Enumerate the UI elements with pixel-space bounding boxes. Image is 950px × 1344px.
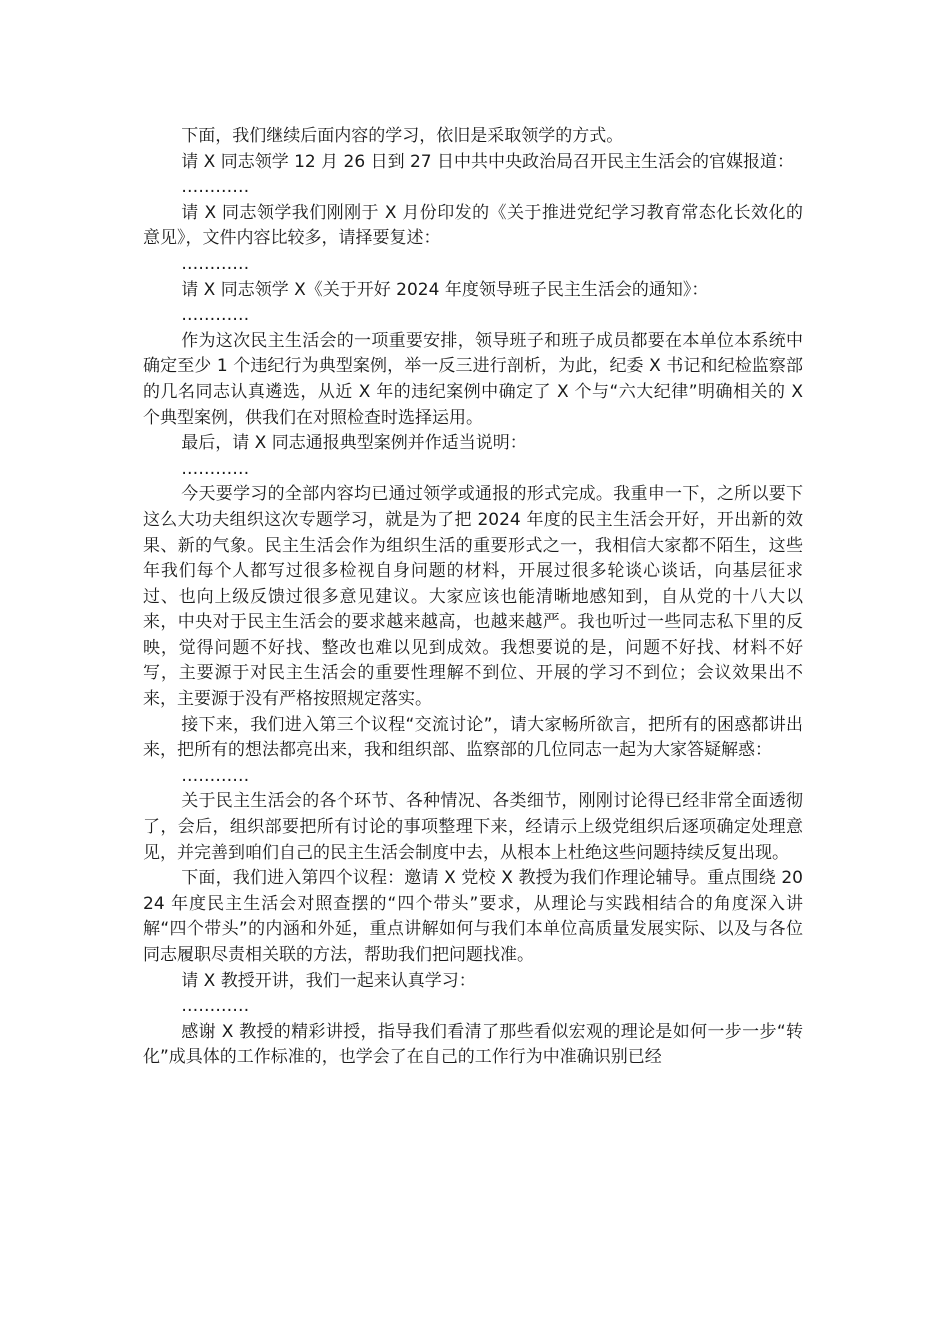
paragraph-notice: 请 X 同志领学 X《关于开好 2024 年度领导班子民主生活会的通知》： xyxy=(181,279,709,300)
ellipsis-3: ………… xyxy=(181,305,250,326)
paragraph-news-report: 请 X 同志领学 12 月 26 日到 27 日中共中央政治局召开民主生活会的官媒报道： xyxy=(181,151,795,172)
paragraph-opinion: 请 X 同志领学我们刚刚于 X 月份印发的《关于推进党纪学习教育常态化长效化的意见》，文件内容比较多，请择要复述： xyxy=(143,202,803,249)
paragraph-cases: 作为这次民主生活会的一项重要安排，领导班子和班子成员都要在本单位本系统中确定至少 1 个违纪行为典型案例，举一反三进行剖析，为此，纪委 X 书记和纪检监察部的几名同志认真遴选，从近 X 年的违纪案例中确定了 X 个与“六大纪律”明确相关的 X 个典型案例，供我们在对照检查时选择运用。 xyxy=(143,330,803,428)
paragraph-followup: 关于民主生活会的各个环节、各种情况、各类细节，刚刚讨论得已经非常全面透彻了，会后，组织部要把所有讨论的事项整理下来，经请示上级党组织后逐项确定处理意见，并完善到咱们自己的民主生活会制度中去，从根本上杜绝这些问题持续反复出现。 xyxy=(143,791,803,863)
paragraph-case-report: 最后，请 X 同志通报典型案例并作适当说明： xyxy=(181,433,527,454)
paragraph-thanks: 感谢 X 教授的精彩讲授，指导我们看清了那些看似宏观的理论是如何一步一步“转化”成具体的工作标准的，也学会了在自己的工作行为中准确识别已经 xyxy=(143,1021,803,1068)
ellipsis-5: ………… xyxy=(181,765,250,786)
paragraph-discussion: 接下来，我们进入第三个议程“交流讨论”，请大家畅所欲言，把所有的困惑都讲出来，把所有的想法都亮出来，我和组织部、监察部的几位同志一起为大家答疑解惑： xyxy=(143,714,803,761)
ellipsis-6: ………… xyxy=(181,996,250,1017)
paragraph-intro: 下面，我们继续后面内容的学习，依旧是采取领学的方式。 xyxy=(181,126,624,146)
ellipsis-1: ………… xyxy=(181,177,250,198)
paragraph-summary: 今天要学习的全部内容均已通过领学或通报的形式完成。我重申一下，之所以要下这么大功夫组织这次专题学习，就是为了把 2024 年度的民主生活会开好，开出新的效果、新的气象。民主生活会作为组织生活的重要形式之一，我相信大家都不陌生，这些年我们每个人都写过很多检视自身问题的材料，开展过很多轮谈心谈话，向基层征求过、也向上级反馈过很多意见建议。大家应该也能清晰地感知到，自从党的十八大以来，中央对于民主生活会的要求越来越高，也越来越严。我也听过一些同志私下里的反映，觉得问题不好找、整改也难以见到成效。我想要说的是，问题不好找、材料不好写，主要源于对民主生活会的重要性理解不到位、开展的学习不到位；会议效果出不来，主要源于没有严格按照规定落实。 xyxy=(143,484,803,710)
ellipsis-4: ………… xyxy=(181,458,250,479)
paragraph-lecture-intro: 下面，我们进入第四个议程：邀请 X 党校 X 教授为我们作理论辅导。重点围绕 2024 年度民主生活会对照查摆的“四个带头”要求，从理论与实践相结合的角度深入讲解“四个带头”的内涵和外延，重点讲解如何与我们本单位高质量发展实际、以及与各位同志履职尽责相关联的方法，帮助我们把问题找准。 xyxy=(143,868,803,965)
document-body xyxy=(143,124,803,1071)
paragraph-lecture-start: 请 X 教授开讲，我们一起来认真学习： xyxy=(181,970,476,991)
ellipsis-2: ………… xyxy=(181,253,250,274)
